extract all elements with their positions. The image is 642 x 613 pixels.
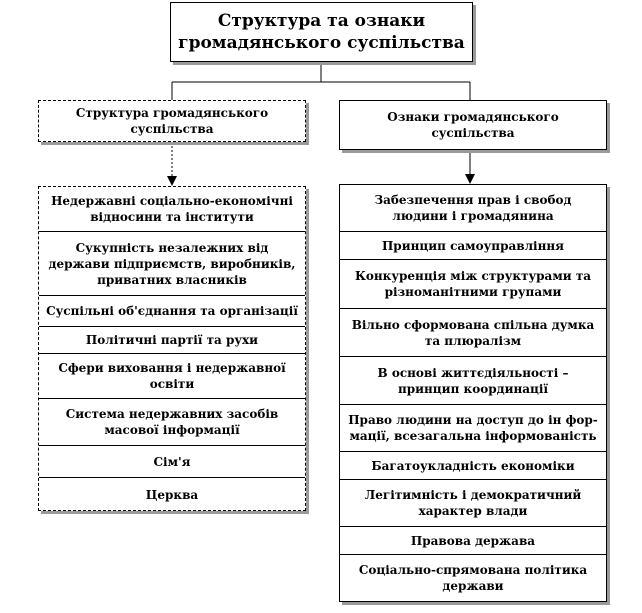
structure-item: Сукупність незалежних від держави підприємств, виробників, приватних власників: [39, 232, 305, 296]
structure-list: [38, 186, 306, 511]
feature-item: Право людини на доступ до ін фор-мації, всезагальна інформованість: [340, 405, 606, 452]
structure-item: Суспільні об'єднання та організації: [39, 296, 305, 327]
left-header-text: Структура громадянського суспільства: [75, 106, 269, 136]
diagram-title: [170, 2, 473, 62]
feature-item: Правова держава: [340, 527, 606, 555]
left-header-box: [38, 100, 306, 142]
right-arrowhead: [465, 174, 475, 184]
structure-item: Сфери виховання і недержавної освіти: [39, 354, 305, 399]
title-line-1: Структура та ознаки: [217, 11, 426, 31]
feature-item: В основі життєдіяльності – принцип координації: [340, 357, 606, 405]
right-header-box: [339, 100, 607, 150]
feature-item: Соціально-спрямована політика держави: [358, 563, 588, 593]
features-list: [339, 184, 607, 602]
structure-item: Сім'я: [39, 446, 305, 478]
structure-item: Церква: [145, 488, 199, 502]
right-header-text: Ознаки громадянського суспільства: [387, 110, 559, 140]
title-line-2: громадянського суспільства: [178, 33, 465, 53]
structure-item: Система недержавних засобів масової інформації: [39, 399, 305, 446]
feature-item: Забезпечення прав і свобод людини і громадянина: [340, 185, 606, 232]
feature-item: Легітимність і демократичний характер влади: [340, 480, 606, 527]
feature-item: Вільно сформована спільна думка та плюралізм: [340, 309, 606, 357]
structure-item: Політичні партії та рухи: [39, 327, 305, 354]
feature-item: Конкуренція між структурами та різноманітними групами: [340, 260, 606, 309]
structure-item: Недержавні соціально-економічні відносини та інститути: [39, 187, 305, 232]
left-arrowhead: [167, 176, 177, 186]
feature-item: Багатоукладність економіки: [340, 452, 606, 480]
feature-item: Принцип самоуправління: [340, 232, 606, 260]
